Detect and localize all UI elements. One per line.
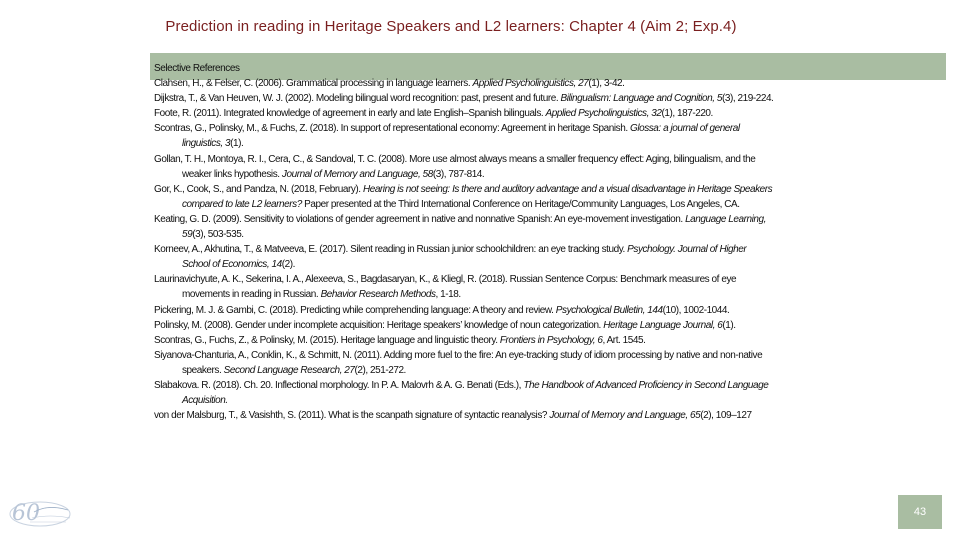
references-heading: Selective References <box>154 63 240 74</box>
reference-text: Laurinavichyute, A. K., Sekerina, I. A., Alexeeva, S., Bagdasaryan, K., & Kliegl, R. (2018). Russian Sentence Corpus: Benchmark measures of eye movements in reading in Russian. <box>154 274 737 301</box>
reference-tail: (2). <box>281 259 295 271</box>
reference-tail: (1). <box>722 319 736 331</box>
reference-text: Foote, R. (2011). Integrated knowledge of agreement in early and late English–Spanish bilinguals. <box>154 108 546 120</box>
reference-item <box>154 212 774 242</box>
svg-text:60: 60 <box>12 501 40 526</box>
reference-source: Journal of Memory and Language, 58 <box>281 168 433 180</box>
reference-tail: (3), 787-814. <box>432 168 485 180</box>
reference-text: Scontras, G., Polinsky, M., & Fuchs, Z. (2018). In support of representational economy: Agreement in heritage Spanish. <box>154 123 630 135</box>
reference-tail: (10), 1002-1044. <box>662 304 730 316</box>
reference-text: Dijkstra, T., & Van Heuven, W. J. (2002). Modeling bilingual word recognition: past, present and future. <box>154 93 561 105</box>
reference-item <box>154 152 774 182</box>
reference-source: Applied Psycholinguistics, 27 <box>472 78 589 90</box>
reference-source: Second Language Research, 27 <box>223 364 355 376</box>
reference-tail: , Art. 1545. <box>602 334 646 346</box>
reference-item <box>154 303 774 318</box>
reference-tail: (1), 3-42. <box>588 78 625 90</box>
reference-tail: (1), 187-220. <box>661 108 713 120</box>
reference-text: Korneev, A., Akhutina, T., & Matveeva, E. (2017). Silent reading in Russian junior schoolchildren: an eye tracking study. <box>154 244 628 256</box>
reference-source: Psychological Bulletin, 144 <box>555 304 663 316</box>
reference-text: von der Malsburg, T., & Vasishth, S. (2011). What is the scanpath signature of syntactic reanalysis? <box>154 410 550 422</box>
anniversary-logo-icon <box>6 494 76 530</box>
reference-item <box>154 378 774 408</box>
reference-source: Frontiers in Psychology, 6 <box>499 334 603 346</box>
reference-tail: (2), 109–127 <box>700 410 752 422</box>
reference-item <box>154 182 774 212</box>
reference-text: Slabakova. R. (2018). Ch. 20. Inflectional morphology. In P. A. Malovrh & A. G. Benati (Eds.), <box>154 379 524 391</box>
page-number: 43 <box>898 495 942 529</box>
reference-tail: , 1-18. <box>435 289 461 301</box>
reference-tail: (1). <box>230 138 244 150</box>
reference-tail: (3), 503-535. <box>192 229 244 241</box>
reference-item <box>154 121 774 151</box>
reference-item <box>154 106 774 121</box>
reference-source: Language Learning, 59 <box>182 213 766 241</box>
reference-source: Heritage Language Journal, 6 <box>603 319 723 331</box>
reference-source: Bilingualism: Language and Cognition, 5 <box>560 93 722 105</box>
reference-tail: (3), 219-224. <box>721 93 774 105</box>
reference-item <box>154 242 774 272</box>
reference-item <box>154 348 774 378</box>
reference-tail: (2), 251-272. <box>354 364 406 376</box>
reference-text: Siyanova-Chanturia, A., Conklin, K., & Schmitt, N. (2011). Adding more fuel to the fire: An eye-tracking study of idiom processing by native and non-native speakers. <box>154 349 763 376</box>
reference-item <box>154 272 774 302</box>
reference-text: Polinsky, M. (2008). Gender under incomplete acquisition: Heritage speakers’ knowledge of noun categorization. <box>154 319 604 331</box>
reference-source: Glossa: a journal of general linguistics, 3 <box>182 123 740 150</box>
reference-item <box>154 408 774 423</box>
reference-source: The Handbook of Advanced Proficiency in Second Language Acquisition. <box>182 379 769 407</box>
reference-text: Gor, K., Cook, S., and Pandza, N. (2018, February). <box>154 183 363 195</box>
reference-item <box>154 333 774 348</box>
reference-item <box>154 318 774 333</box>
reference-text: Clahsen, H., & Felser, C. (2006). Grammatical processing in language learners. <box>154 78 473 90</box>
reference-item <box>154 76 774 91</box>
reference-item <box>154 91 774 106</box>
references-list <box>154 61 774 423</box>
reference-source: Psychology. Journal of Higher School of Economics, 14 <box>182 244 747 271</box>
reference-text: Keating, G. D. (2009). Sensitivity to violations of gender agreement in native and nonnative Spanish: An eye-movement investigation. <box>154 213 686 225</box>
reference-source: Applied Psycholinguistics, 32 <box>545 108 662 120</box>
reference-source: Behavior Research Methods <box>320 289 436 301</box>
reference-text: Scontras, G., Fuchs, Z., & Polinsky, M. (2015). Heritage language and linguistic theory. <box>154 334 500 346</box>
reference-source: Hearing is not seeing: Is there and auditory advantage and a visual disadvantage in Heritage Speakers compared to late L2 learners? <box>182 183 773 210</box>
reference-source: Journal of Memory and Language, 65 <box>549 410 701 422</box>
references-container <box>154 76 774 423</box>
reference-text: Pickering, M. J. & Gambi, C. (2018). Predicting while comprehending language: A theory and review. <box>154 304 556 316</box>
reference-text: Gollan, T. H., Montoya, R. I., Cera, C., & Sandoval, T. C. (2008). More use almost always means a smaller frequency effect: Aging, bilingualism, and the weaker links hypothesis. <box>154 153 756 180</box>
reference-tail: Paper presented at the Third International Conference on Heritage/Community Languages, Los Angeles, CA. <box>301 198 740 210</box>
slide-title: Prediction in reading in Heritage Speakers and L2 learners: Chapter 4 (Aim 2; Exp.4) <box>165 18 737 35</box>
